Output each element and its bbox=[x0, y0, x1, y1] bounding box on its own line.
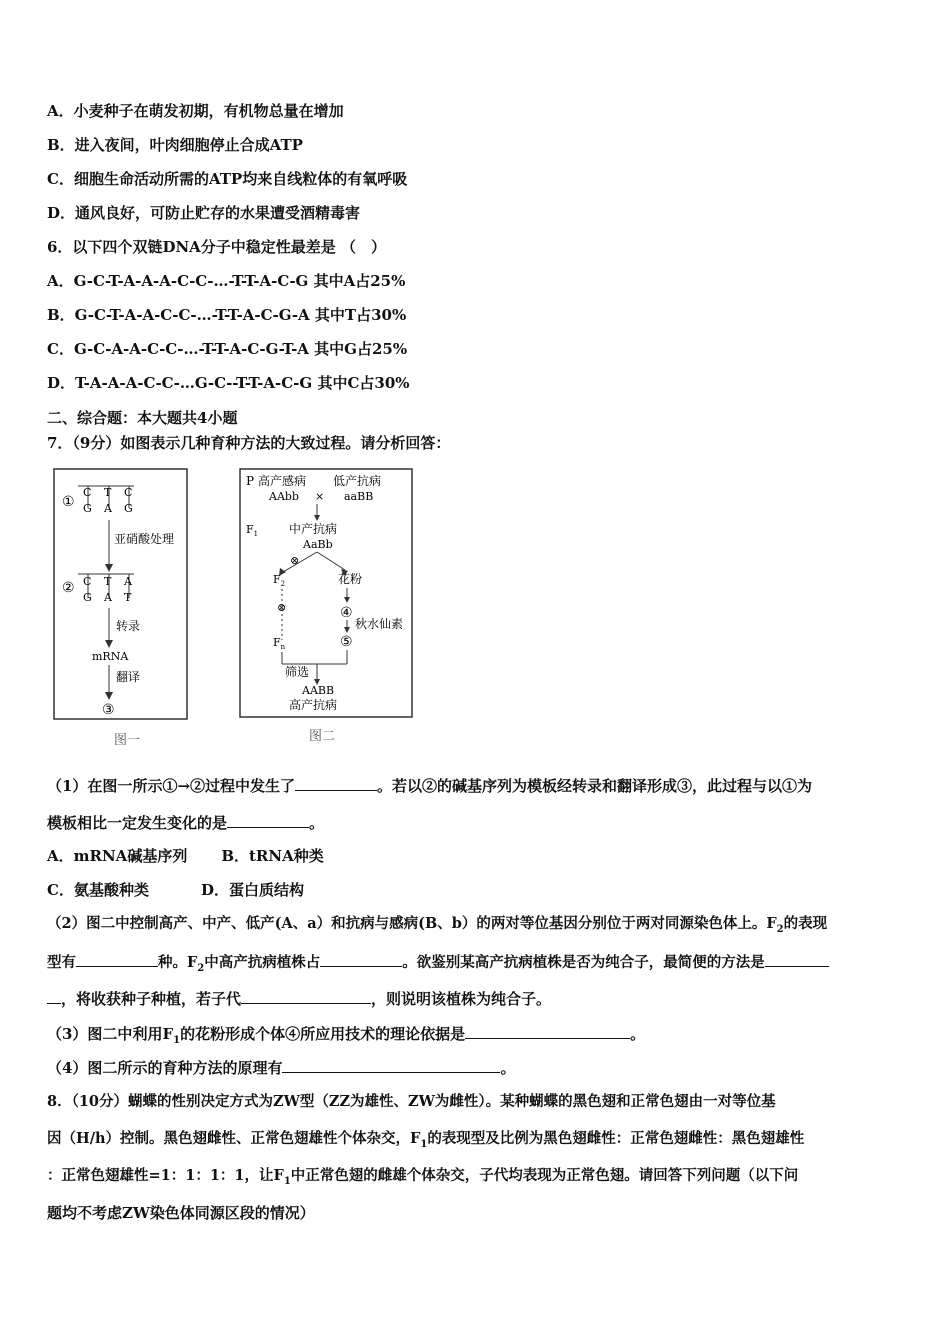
fig1-num-3: ③ bbox=[102, 702, 115, 718]
fig2-f2-label: $F_2$ bbox=[273, 573, 286, 588]
q6-option-b: B．G-C-T-A-A-C-C-…-T-T-A-C-G-A 其中T占30% bbox=[47, 306, 407, 324]
q7-sub2-line2: 型有 种。$F_2$中高产抗病植株占 。欲鉴别某高产抗病植株是否为纯合子，最简便的方法是 bbox=[47, 952, 829, 979]
fig2-cross: × bbox=[315, 490, 325, 503]
q7-sub1-line2: 模板相比一定发生变化的是 。 bbox=[47, 814, 325, 832]
section-heading: 二、综合题：本大题共4小题 bbox=[47, 409, 238, 427]
q7-sub3: （3）图二中利用$F_1$的花粉形成个体④所应用技术的理论依据是 。 bbox=[47, 1025, 646, 1046]
q7-opt-b: B．tRNA种类 bbox=[221, 847, 324, 865]
q8-line2: 因（H/h）控制。黑色翅雌性、正常色翅雄性个体杂交，$F_1$的表现型及比例为黑色翅雌性：正常色翅雌性：黑色翅雄性 bbox=[47, 1130, 805, 1150]
fig1-step1-label: 亚硝酸处理 bbox=[114, 532, 175, 546]
q5-option-b: B．进入夜间，叶肉细胞停止合成ATP bbox=[47, 136, 303, 154]
q7-opt-d: D．蛋白质结构 bbox=[200, 881, 304, 899]
figure-1 bbox=[52, 468, 192, 750]
q5-option-a: A．小麦种子在萌发初期，有机物总量在增加 bbox=[47, 102, 344, 120]
fig2-geno1: AAbb bbox=[269, 490, 299, 503]
fig1-num-1: ① bbox=[62, 494, 75, 510]
fig1-base: C bbox=[83, 575, 92, 588]
q7-opt-c: C．氨基酸种类 bbox=[47, 881, 149, 899]
fig1-base: A bbox=[124, 575, 132, 588]
fig1-caption: 图一 bbox=[114, 733, 141, 748]
fig2-colchicine: 秋水仙素 bbox=[355, 617, 404, 631]
answer-blank[interactable] bbox=[76, 952, 158, 967]
fig1-base: C bbox=[83, 486, 92, 499]
fig2-selfing-icon: ⊗ bbox=[290, 554, 300, 567]
fig2-fn-label: $F_n$ bbox=[273, 636, 286, 651]
q5-option-d: D．通风良好，可防止贮存的水果遭受酒精毒害 bbox=[47, 204, 361, 222]
answer-blank[interactable] bbox=[282, 1058, 500, 1073]
answer-blank[interactable] bbox=[227, 813, 309, 828]
fig1-base: C bbox=[124, 486, 133, 499]
fig1-base: T bbox=[124, 591, 132, 604]
fig1-step3-label: 翻译 bbox=[116, 670, 141, 684]
answer-blank[interactable] bbox=[47, 989, 61, 1004]
q6-option-d: D．T-A-A-A-C-C-…G-C--T-T-A-C-G 其中C占30% bbox=[47, 374, 410, 392]
fig1-step2-label: 转录 bbox=[116, 619, 141, 633]
fig2-f1-geno: AaBb bbox=[303, 538, 333, 551]
fig1-num-2: ② bbox=[62, 580, 75, 596]
fig1-base: G bbox=[83, 591, 92, 604]
fig1-base: A bbox=[104, 591, 112, 604]
q7-stem: 7．（9分）如图表示几种育种方法的大致过程。请分析回答： bbox=[47, 434, 451, 452]
fig1-base: G bbox=[124, 502, 133, 515]
q6-stem: 6．以下四个双链DNA分子中稳定性最差是 （ ） bbox=[47, 238, 387, 256]
fig2-parent1: 高产感病 bbox=[258, 474, 307, 488]
q5-option-c: C．细胞生命活动所需的ATP均来自线粒体的有氧呼吸 bbox=[47, 170, 408, 188]
q7-sub1-options-ab bbox=[47, 846, 324, 866]
answer-blank[interactable] bbox=[241, 989, 371, 1004]
fig2-select: 筛选 bbox=[285, 665, 310, 679]
q7-opt-a: A．mRNA碱基序列 bbox=[47, 847, 188, 865]
q6-option-a: A．G-C-T-A-A-A-C-C-…-T-T-A-C-G 其中A占25% bbox=[47, 272, 406, 290]
fig2-parent2: 低产抗病 bbox=[333, 474, 382, 488]
q7-sub1-line1: （1）在图一所示①→②过程中发生了 。若以②的碱基序列为模板经转录和翻译形成③，此过程与以①为 bbox=[47, 777, 813, 795]
figure-2 bbox=[237, 468, 417, 750]
answer-blank[interactable] bbox=[465, 1024, 630, 1039]
q7-sub4: （4）图二所示的育种方法的原理有 。 bbox=[47, 1059, 516, 1077]
fig2-pollen: 花粉 bbox=[338, 572, 363, 586]
fig1-base: A bbox=[104, 502, 112, 515]
fig2-result-pheno: 高产抗病 bbox=[289, 698, 338, 712]
fig2-f1-pheno: 中产抗病 bbox=[289, 522, 338, 536]
fig2-caption: 图二 bbox=[309, 729, 336, 744]
answer-blank[interactable] bbox=[320, 952, 402, 967]
fig2-geno2: aaBB bbox=[344, 490, 374, 503]
fig1-mrna-label: mRNA bbox=[92, 650, 129, 663]
fig2-selfing-icon-2: ⊗ bbox=[277, 601, 287, 614]
fig1-base: T bbox=[104, 486, 112, 499]
fig2-num-4: ④ bbox=[340, 605, 353, 621]
q7-sub1-options-cd bbox=[47, 880, 304, 900]
figure-2-frame bbox=[240, 469, 412, 717]
fig2-p-label: P bbox=[246, 474, 255, 488]
q8-line3: ：正常色翅雄性=1：1：1：1，让$F_1$中正常色翅的雌雄个体杂交，子代均表现为正常色翅。请回答下列问题（以下问 bbox=[47, 1167, 799, 1187]
q6-option-c: C．G-C-A-A-C-C-…-T-T-A-C-G-T-A 其中G占25% bbox=[47, 340, 408, 358]
fig2-num-5: ⑤ bbox=[340, 634, 353, 650]
answer-blank[interactable] bbox=[765, 952, 829, 967]
fig1-base: T bbox=[104, 575, 112, 588]
fig1-base: G bbox=[83, 502, 92, 515]
q8-line1: 8．（10分）蝴蝶的性别决定方式为ZW型（ZZ为雄性、ZW为雌性）。某种蝴蝶的黑色翅和正常色翅由一对等位基 bbox=[47, 1093, 776, 1110]
fig2-result-geno: AABB bbox=[302, 684, 335, 697]
q7-sub2-line3: ，将收获种子种植，若子代 ，则说明该植株为纯合子。 bbox=[47, 989, 551, 1009]
q8-line4: 题均不考虑ZW染色体同源区段的情况） bbox=[47, 1204, 315, 1222]
q7-sub2-line1: （2）图二中控制高产、中产、低产(A、a）和抗病与感病(B、b）的两对等位基因分别位于两对同源染色体上。$F_2$的表现 bbox=[47, 915, 828, 935]
fig2-f1-label: $F_1$ bbox=[246, 523, 259, 538]
answer-blank[interactable] bbox=[295, 776, 377, 791]
